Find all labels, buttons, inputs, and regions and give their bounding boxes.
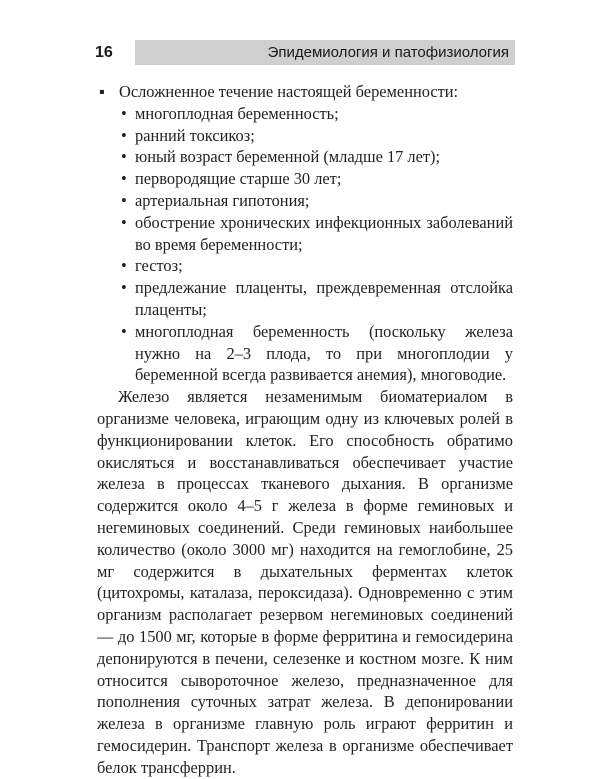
bullet-icon: • (121, 212, 127, 232)
risk-factor-heading (97, 81, 513, 103)
bullet-icon: • (121, 125, 127, 145)
list-item (121, 321, 513, 386)
list-item (121, 212, 513, 256)
bullet-icon: • (121, 169, 127, 189)
list-item (121, 255, 513, 277)
bullet-icon: • (121, 321, 127, 341)
list-item-text: юный возраст беременной (младше 17 лет); (135, 147, 441, 167)
page-body (97, 81, 513, 779)
square-bullet-icon: ▪ (99, 82, 105, 101)
page-number: 16 (95, 43, 113, 61)
list-item (121, 168, 513, 190)
list-item (121, 277, 513, 321)
bullet-icon: • (121, 278, 127, 298)
list-item-text: первородящие старше 30 лет; (135, 169, 342, 189)
bullet-icon: • (121, 190, 127, 210)
list-item-text: ранний токсикоз; (135, 125, 255, 145)
body-paragraph: Железо является незаменимым биоматериалом в организме человека, играющим одну из ключевых ролей в функционировании клеток. Его способность обратимо окисляться и восстанавливаться обеспечивает участие железа в процессах тканевого дыхания. В организме содержится около 4–5 г железа в форме геминовых и негеминовых соединений. Среди геминовых наибольшее количество (около 3000 мг) находится на гемоглобине, 25 мг содержится в дыхательных ферментах клеток (цитохромы, каталаза, пероксидаза). Одновременно с этим организм располагает резервом негеминовых соединений — до 1500 мг, которые в форме ферритина и гемосидерина депонируются в печени, селезенке и костном мозге. К ним относится сывороточное железо, предназначенное для пополнения суточных затрат железа. В депонировании железа в организме главную роль играют ферритин и гемосидерин. Транспорт железа в организме обеспечивает белок трансферрин. (97, 387, 513, 777)
bullet-icon: • (121, 147, 127, 167)
bullet-icon: • (121, 256, 127, 276)
list-item-text: гестоз; (135, 256, 183, 276)
list-item-text: артериальная гипотония; (135, 190, 310, 210)
list-item (121, 190, 513, 212)
list-item (121, 146, 513, 168)
bullet-icon: • (121, 103, 127, 123)
list-item-text: многоплодная беременность; (135, 103, 339, 123)
list-item (121, 103, 513, 125)
header-band (135, 40, 515, 65)
list-item-text: обострение хронических инфекционных заболеваний во время беременности; (135, 212, 513, 254)
section-label: Осложненное течение настоящей беременности: (119, 82, 459, 101)
running-header (95, 40, 515, 65)
list-item-text: предлежание плаценты, преждевременная отслойка плаценты; (135, 278, 513, 319)
complications-list (97, 103, 513, 386)
list-item-text: многоплодная беременность (поскольку железа нужно на 2–3 плода, то при многоплодии у беременной всегда развивается анемия), многоводие. (135, 321, 513, 385)
chapter-title: Эпидемиология и патофизиология (267, 44, 509, 61)
list-item (121, 125, 513, 147)
